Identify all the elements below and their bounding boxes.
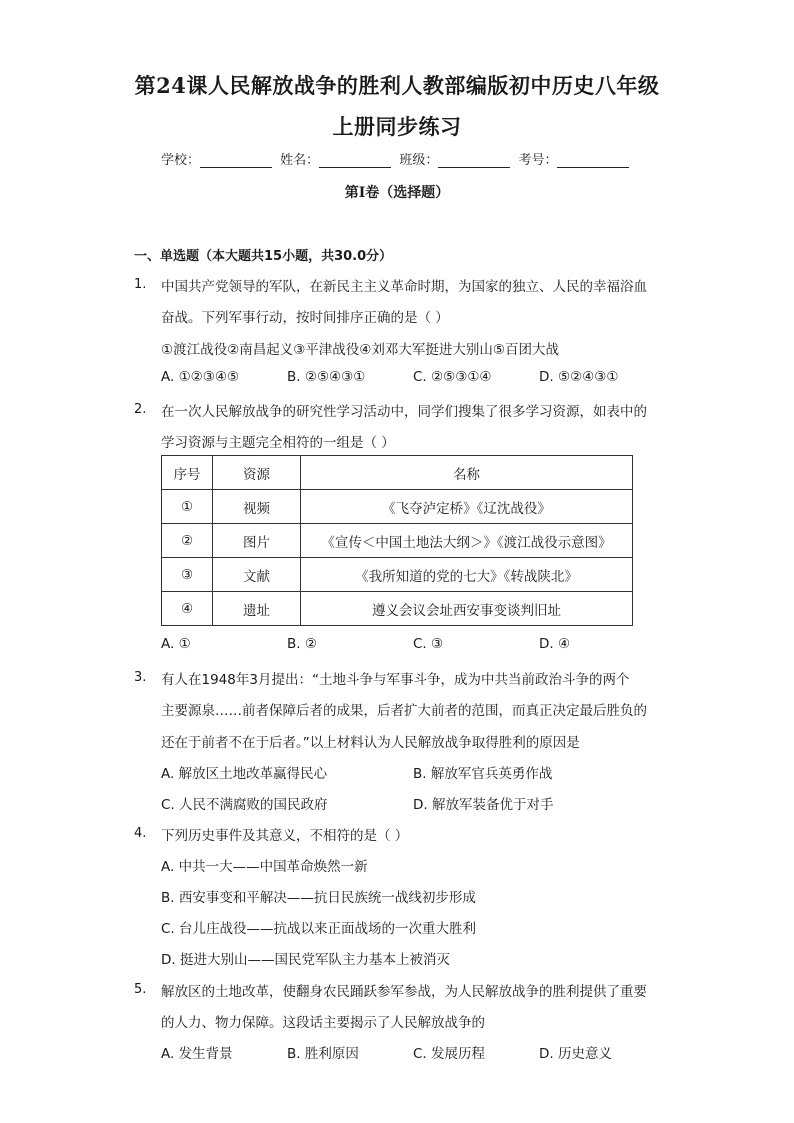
table-cell: ①: [162, 490, 213, 524]
table-cell: 《宣传＜中国土地法大纲＞》《渡江战役示意图》: [301, 524, 633, 558]
school-blank[interactable]: [200, 153, 272, 168]
name-label: 姓名：: [280, 153, 320, 168]
table-header-cell: 序号: [162, 456, 213, 490]
question-text: ①渡江战役②南昌起义③平津战役④刘邓大军挺进大别山⑤百团大战: [161, 342, 560, 358]
question-text: 中国共产党领导的军队，在新民主主义革命时期，为国家的独立、人民的幸福浴血: [161, 279, 647, 295]
name-blank[interactable]: [319, 153, 391, 168]
option-c[interactable]: C. 台儿庄战役——抗战以来正面战场的一次重大胜利: [161, 921, 477, 937]
table-cell: 《飞夺泸定桥》《辽沈战役》: [301, 490, 633, 524]
option-b[interactable]: B. ②⑤④③①: [287, 369, 366, 385]
class-label: 班级：: [399, 153, 439, 168]
question-text: 在一次人民解放战争的研究性学习活动中，同学们搜集了很多学习资源，如表中的: [161, 404, 647, 420]
question-text: 还在于前者不在于后者。”以上材料认为人民解放战争取得胜利的原因是: [161, 735, 580, 751]
page-title-line1: 第24课人民解放战争的胜利人教部编版初中历史八年级: [134, 73, 660, 98]
question-number: 2.: [134, 402, 147, 417]
exam-no-label: 考号：: [518, 153, 558, 168]
question-text: 主要源泉……前者保障后者的成果，后者扩大前者的范围，而真正决定最后胜负的: [161, 703, 647, 719]
table-cell: ③: [162, 558, 213, 592]
table-cell: 图片: [213, 524, 301, 558]
option-a[interactable]: A. ①: [161, 636, 191, 652]
option-d[interactable]: D. ⑤②④③①: [539, 369, 619, 385]
question-text: 下列历史事件及其意义，不相符的是（ ）: [161, 828, 409, 844]
table-cell: ②: [162, 524, 213, 558]
table-header-cell: 资源: [213, 456, 301, 490]
school-label: 学校：: [161, 153, 201, 168]
option-d[interactable]: D. 历史意义: [539, 1046, 612, 1062]
question-text: 解放区的土地改革，使翻身农民踊跃参军参战，为人民解放战争的胜利提供了重要: [161, 984, 647, 1000]
option-a[interactable]: A. 发生背景: [161, 1046, 233, 1062]
option-a[interactable]: A. 解放区土地改革赢得民心: [161, 766, 328, 782]
resource-table: [161, 455, 633, 626]
option-a[interactable]: A. 中共一大——中国革命焕然一新: [161, 859, 368, 875]
question-text: 的人力、物力保障。这段话主要揭示了人民解放战争的: [161, 1015, 485, 1031]
question-number: 3.: [134, 670, 147, 685]
question-text: 学习资源与主题完全相符的一组是（ ）: [161, 435, 395, 451]
option-d[interactable]: D. ④: [539, 636, 571, 652]
question-text: 奋战。下列军事行动，按时间排序正确的是（ ）: [161, 310, 449, 326]
question-number: 4.: [134, 826, 147, 841]
option-d[interactable]: D. 解放军装备优于对手: [413, 797, 554, 813]
class-blank[interactable]: [438, 153, 510, 168]
option-c[interactable]: C. ②⑤③①④: [413, 369, 492, 385]
table-row: [162, 558, 633, 592]
section-heading: 一、单选题（本大题共15小题，共30.0分）: [134, 249, 393, 264]
question-number: 1.: [134, 277, 147, 292]
table-cell: 遗址: [213, 592, 301, 626]
question-text: 有人在1948年3月提出：“土地斗争与军事斗争，成为中共当前政治斗争的两个: [161, 672, 630, 688]
page-title-line2: 上册同步练习: [332, 114, 462, 139]
question-number: 5.: [134, 982, 147, 997]
table-cell: 视频: [213, 490, 301, 524]
table-cell: ④: [162, 592, 213, 626]
option-c[interactable]: C. 发展历程: [413, 1046, 486, 1062]
table-row: [162, 592, 633, 626]
table-header-cell: 名称: [301, 456, 633, 490]
option-b[interactable]: B. 西安事变和平解决——抗日民族统一战线初步形成: [161, 890, 476, 906]
option-b[interactable]: B. 解放军官兵英勇作战: [413, 766, 553, 782]
exam-no-blank[interactable]: [557, 153, 629, 168]
student-info-row: [161, 149, 633, 168]
option-c[interactable]: C. ③: [413, 636, 444, 652]
option-c[interactable]: C. 人民不满腐败的国民政府: [161, 797, 328, 813]
table-cell: 文献: [213, 558, 301, 592]
table-cell: 遵义会议会址西安事变谈判旧址: [301, 592, 633, 626]
option-b[interactable]: B. ②: [287, 636, 317, 652]
table-cell: 《我所知道的党的七大》《转战陕北》: [301, 558, 633, 592]
table-header-row: [162, 456, 633, 490]
option-b[interactable]: B. 胜利原因: [287, 1046, 359, 1062]
volume-heading: 第I卷（选择题）: [344, 185, 450, 201]
option-d[interactable]: D. 挺进大别山——国民党军队主力基本上被消灭: [161, 952, 450, 968]
table-row: [162, 490, 633, 524]
table-row: [162, 524, 633, 558]
option-a[interactable]: A. ①②③④⑤: [161, 369, 240, 385]
